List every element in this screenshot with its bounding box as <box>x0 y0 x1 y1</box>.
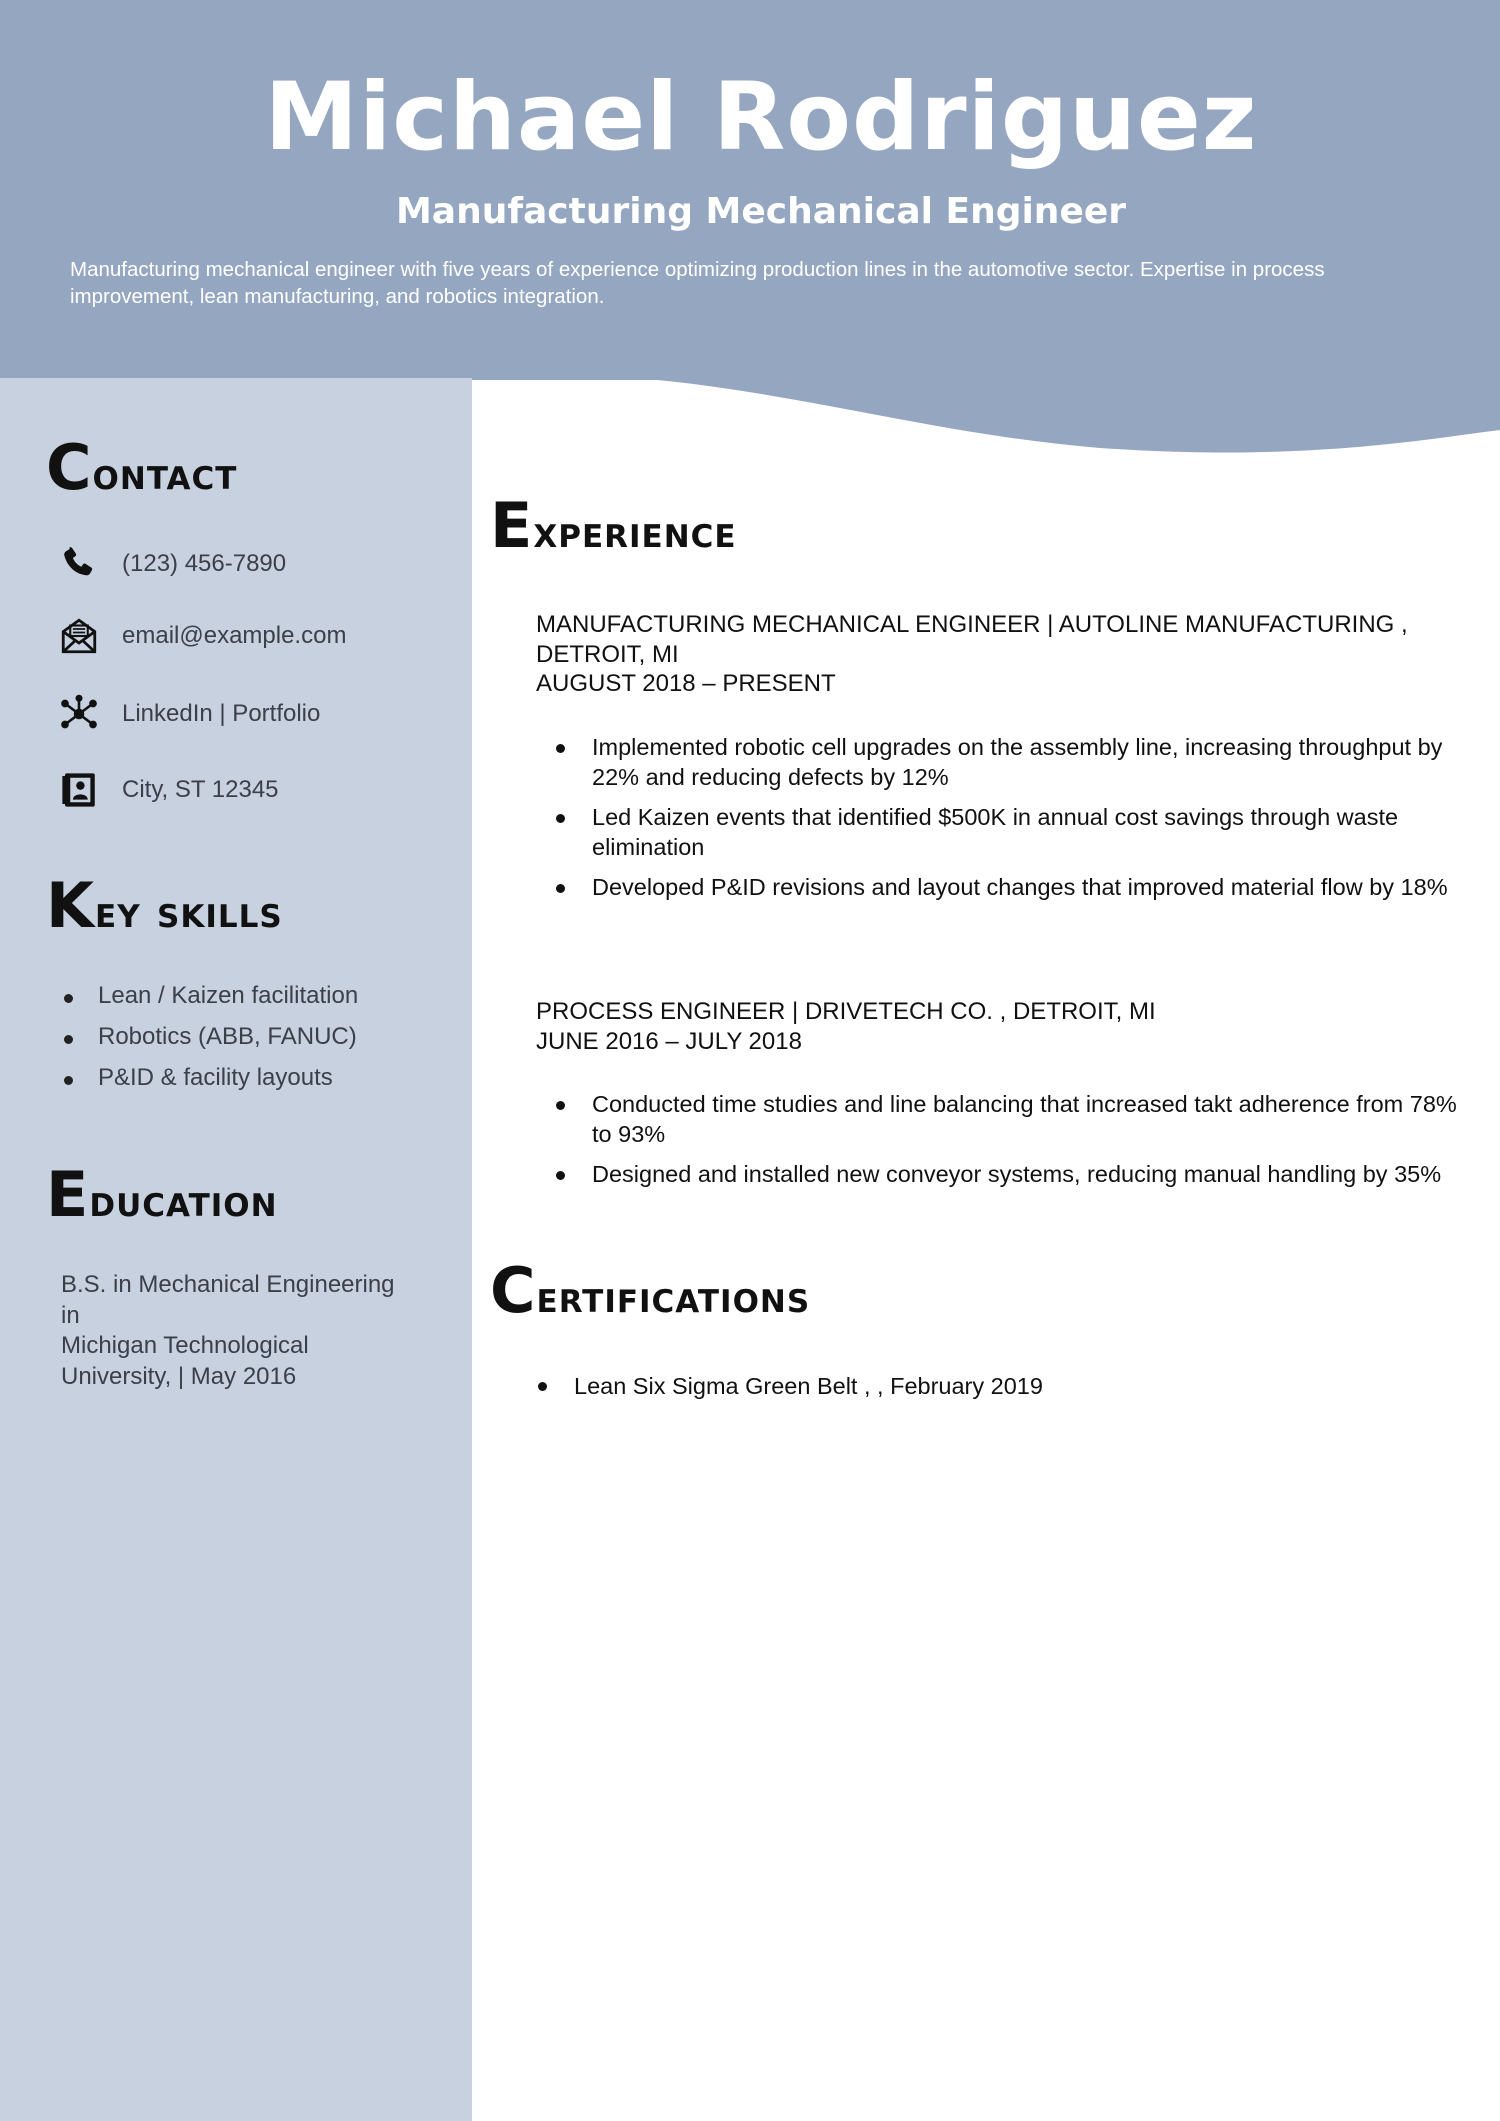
education-heading: Education <box>46 1158 278 1231</box>
network-icon <box>58 693 100 735</box>
education-degree-cont: in <box>61 1301 80 1329</box>
phone-text: (123) 456-7890 <box>122 550 287 577</box>
contact-email <box>58 614 346 658</box>
job-bullets <box>536 733 1466 914</box>
education-school-date: University, | May 2016 <box>61 1362 297 1390</box>
skill-item: Lean / Kaizen facilitation <box>58 982 358 1023</box>
phone-icon <box>58 543 100 585</box>
job-bullet: Led Kaizen events that identified $500K in annual cost savings through waste elimination <box>536 803 1466 862</box>
education-degree: B.S. in Mechanical Engineering <box>61 1271 395 1298</box>
skill-item: P&ID & facility layouts <box>58 1064 358 1105</box>
address-card-icon <box>58 769 100 811</box>
address-text: City, ST 12345 <box>122 776 279 803</box>
education-school: Michigan Technological <box>61 1332 309 1359</box>
job-bullets <box>536 1090 1466 1201</box>
links-text: LinkedIn | Portfolio <box>122 700 321 727</box>
job-bullet: Developed P&ID revisions and layout changes that improved material flow by 18% <box>536 873 1466 903</box>
skills-heading: Key skills <box>46 869 283 942</box>
contact-heading: Contact <box>46 431 238 504</box>
contact-phone <box>58 542 286 586</box>
email-text: email@example.com <box>122 622 347 649</box>
education-entry <box>61 1270 421 1392</box>
job-bullet: Conducted time studies and line balancing that increased takt adherence from 78% to 93% <box>536 1090 1466 1149</box>
certifications-list <box>536 1371 1466 1401</box>
contact-address <box>58 768 279 812</box>
contact-links <box>58 692 320 736</box>
candidate-name: Michael Rodriguez <box>264 63 1258 172</box>
job-dates: AUGUST 2018 – PRESENT <box>536 670 836 697</box>
candidate-title: Manufacturing Mechanical Engineer <box>395 191 1127 232</box>
certifications-heading: Certifications <box>490 1254 811 1327</box>
professional-summary: Manufacturing mechanical engineer with five years of experience optimizing production lines in the automotive sector. Expertise in process improvement, lean manufacturing, and robotics integration. <box>70 258 1325 308</box>
job-header <box>536 997 1456 1056</box>
skill-item: Robotics (ABB, FANUC) <box>58 1023 358 1064</box>
job-title-company: MANUFACTURING MECHANICAL ENGINEER | AUTOLINE MANUFACTURING , <box>536 611 1408 638</box>
job-bullet: Designed and installed new conveyor systems, reducing manual handling by 35% <box>536 1160 1466 1190</box>
job-title-company: PROCESS ENGINEER | DRIVETECH CO. , DETROIT, MI <box>536 998 1156 1025</box>
experience-heading: Experience <box>490 489 737 562</box>
envelope-icon <box>58 615 100 657</box>
job-bullet: Implemented robotic cell upgrades on the assembly line, increasing throughput by 22% and reducing defects by 12% <box>536 733 1466 792</box>
job-dates: JUNE 2016 – JULY 2018 <box>536 1027 802 1055</box>
certification-item: Lean Six Sigma Green Belt , , February 2019 <box>536 1371 1466 1401</box>
skills-list <box>58 982 358 1105</box>
job-header <box>536 610 1456 699</box>
job-location: DETROIT, MI <box>536 640 679 668</box>
